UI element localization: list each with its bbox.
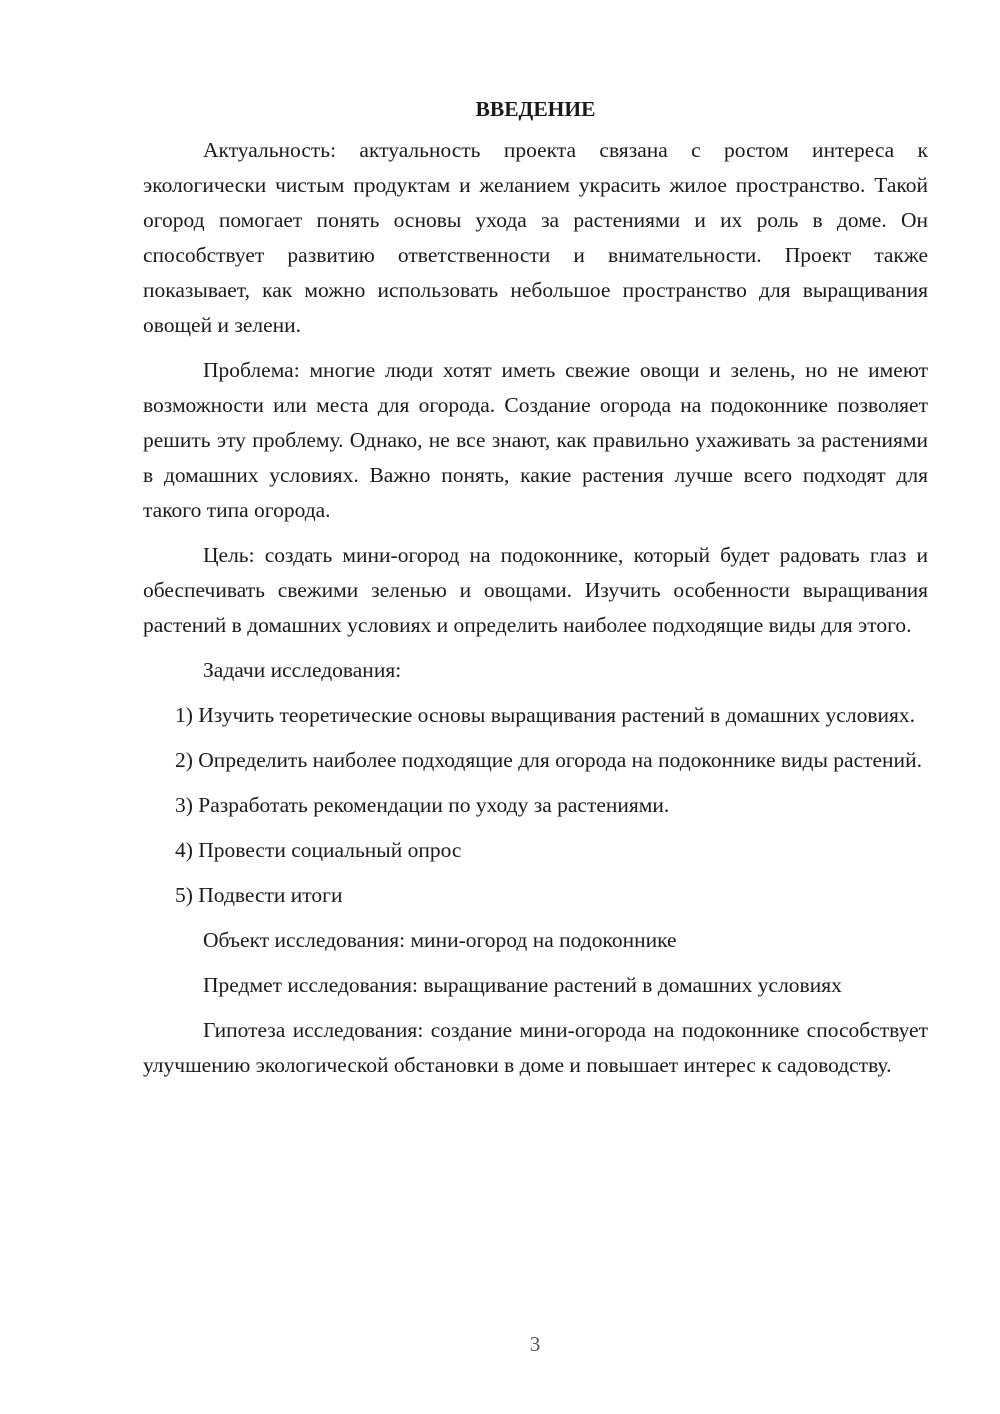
section-title: ВВЕДЕНИЕ xyxy=(475,97,596,121)
page-body xyxy=(143,92,928,1093)
object-paragraph: Объект исследования: мини-огород на подоконнике xyxy=(203,928,677,952)
task-item: 3) Разработать рекомендации по уходу за растениями. xyxy=(175,793,670,817)
problem-paragraph: Проблема: многие люди хотят иметь свежие овощи и зелень, но не имеют возможности или места для огорода. Создание огорода на подоконнике позволяет решить эту проблему. Однако, не все знают, как правильно ухаживать за растениями в домашних условиях. Важно понять, какие растения лучше всего подходят для такого типа огорода. xyxy=(143,358,928,522)
relevance-paragraph: Актуальность: актуальность проекта связана с ростом интереса к экологически чистым продуктам и желанием украсить жилое пространство. Такой огород помогает понять основы ухода за растениями и их роль в доме. Он способствует развитию ответственности и внимательности. Проект также показывает, как можно использовать небольшое пространство для выращивания овощей и зелени. xyxy=(143,138,928,337)
page-number: 3 xyxy=(529,1332,541,1356)
task-item: 2) Определить наиболее подходящие для огорода на подоконнике виды растений. xyxy=(175,748,922,772)
task-item: 5) Подвести итоги xyxy=(175,883,343,907)
task-item: 1) Изучить теоретические основы выращивания растений в домашних условиях. xyxy=(175,703,915,727)
task-item: 4) Провести социальный опрос xyxy=(175,838,462,862)
goal-paragraph: Цель: создать мини-огород на подоконнике, который будет радовать глаз и обеспечивать свежими зеленью и овощами. Изучить особенности выращивания растений в домашних условиях и определить наиболее подходящие виды для этого. xyxy=(143,543,928,637)
tasks-heading: Задачи исследования: xyxy=(203,658,402,682)
hypothesis-paragraph: Гипотеза исследования: создание мини-огорода на подоконнике способствует улучшению экологической обстановки в доме и повышает интерес к садоводству. xyxy=(143,1018,928,1077)
subject-paragraph: Предмет исследования: выращивание растений в домашних условиях xyxy=(203,973,842,997)
